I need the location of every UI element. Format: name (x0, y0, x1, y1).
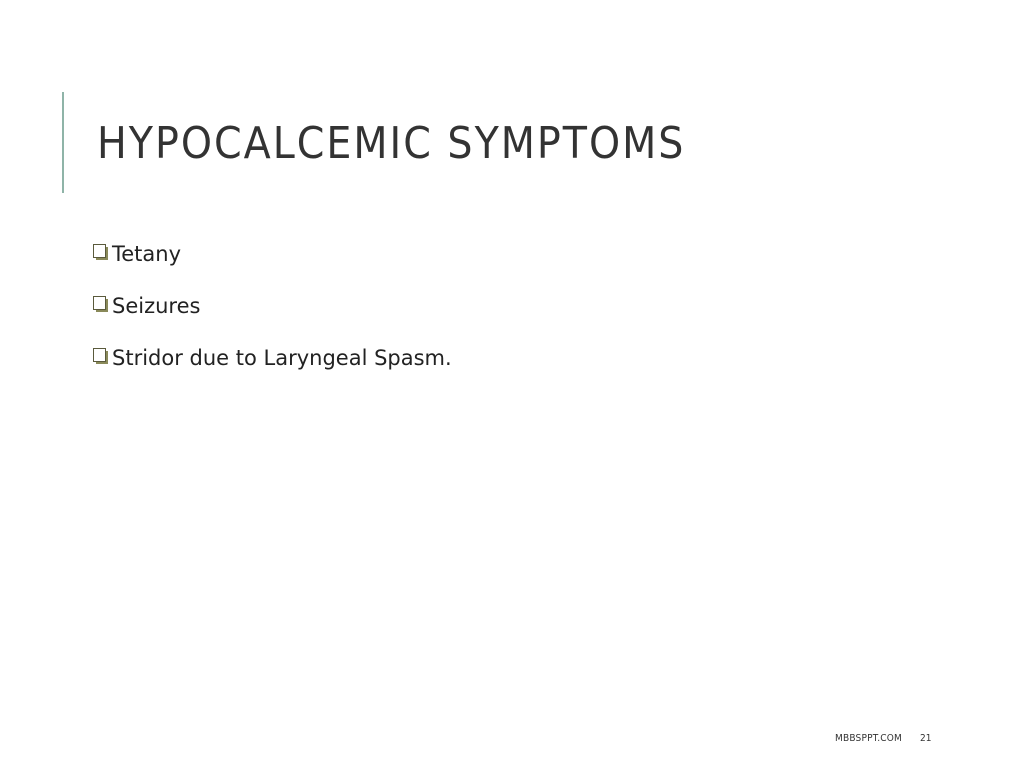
checkbox-bullet-icon (92, 242, 109, 261)
bullet-text: Stridor due to Laryngeal Spasm. (112, 346, 452, 370)
footer-site-label: MBBSPPT.COM (835, 733, 902, 744)
list-item (92, 228, 452, 280)
bullet-text: Tetany (112, 242, 182, 266)
list-item (92, 280, 452, 332)
bullet-list (92, 228, 452, 384)
page-number: 21 (920, 733, 932, 744)
list-item (92, 332, 452, 384)
checkbox-bullet-icon (92, 346, 109, 365)
checkbox-bullet-icon (92, 294, 109, 313)
slide-title: HYPOCALCEMIC SYMPTOMS (97, 118, 686, 169)
title-accent-bar (62, 92, 64, 193)
bullet-text: Seizures (112, 294, 201, 318)
